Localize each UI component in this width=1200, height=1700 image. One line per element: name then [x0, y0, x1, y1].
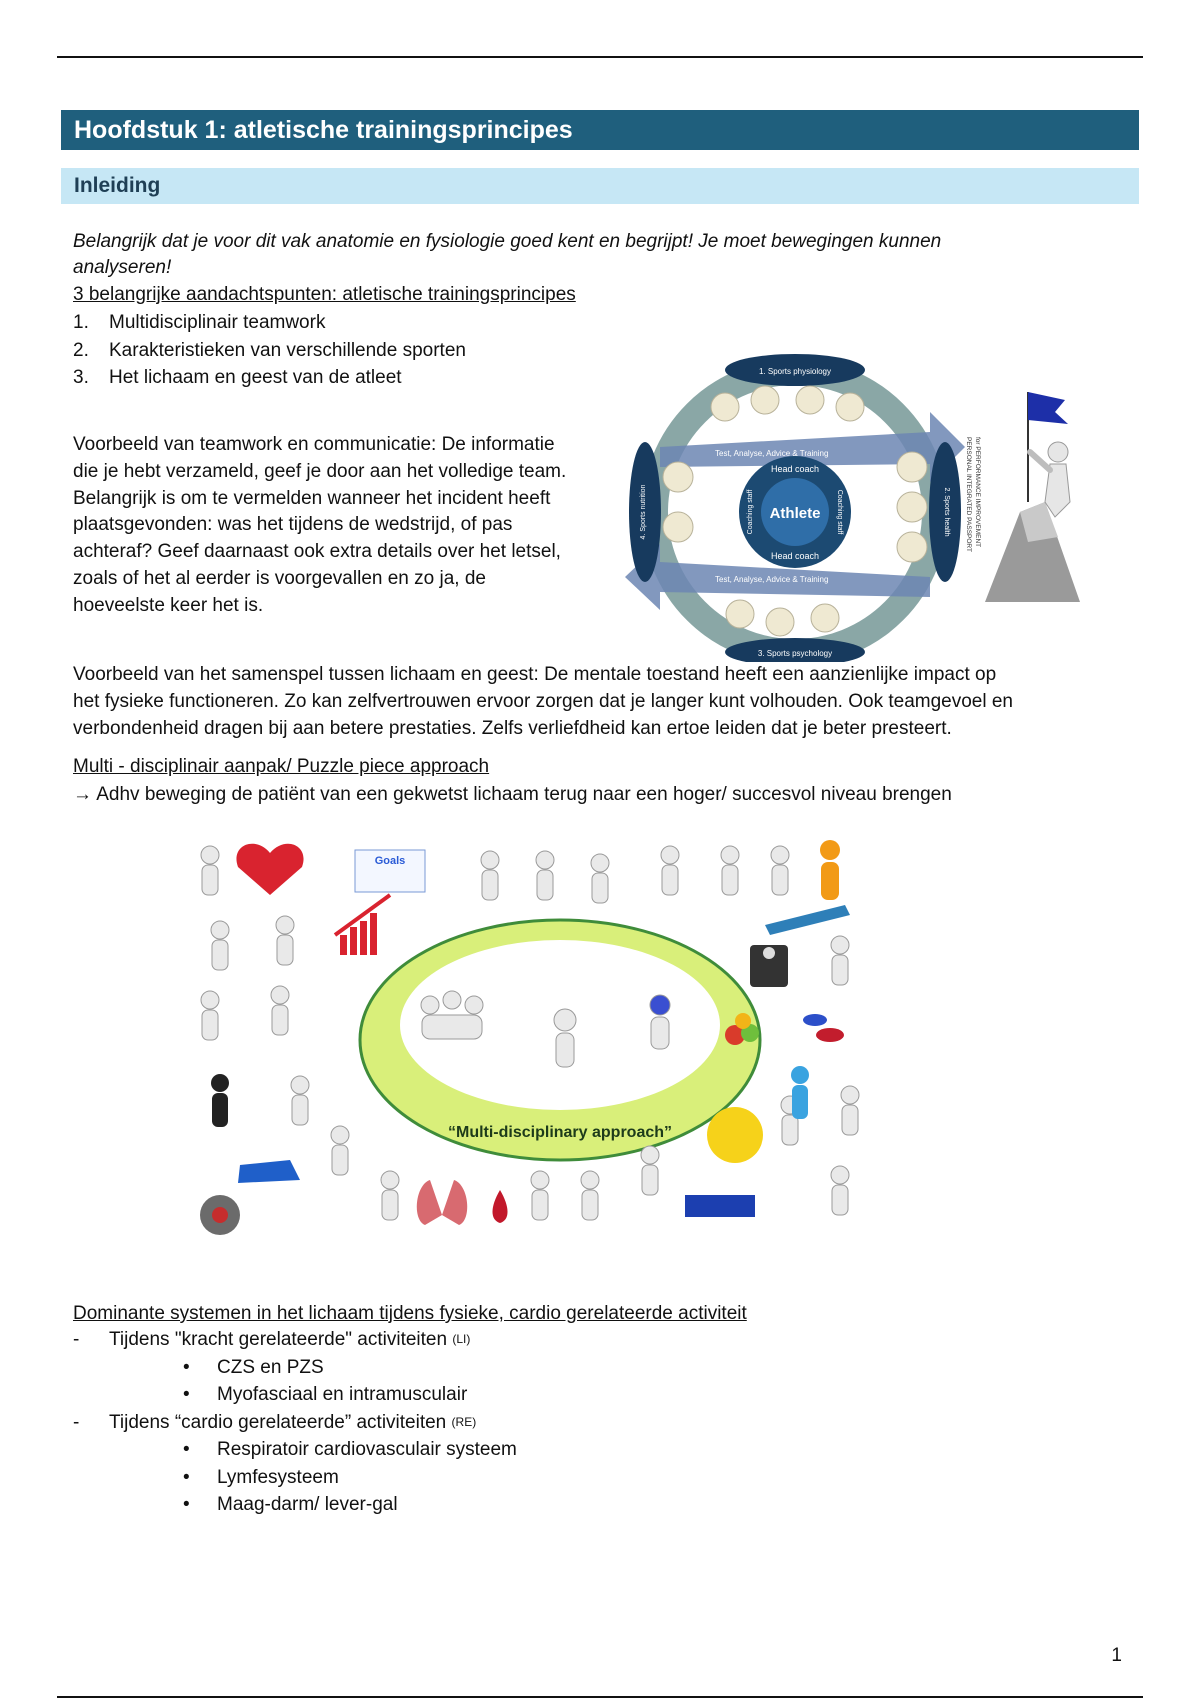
figure-head: [1048, 442, 1068, 462]
multidisciplinary-illustration: [190, 835, 930, 1255]
list-item: 1. Multidisciplinair teamwork: [73, 312, 326, 333]
bed-icon: [685, 1195, 755, 1217]
head-coach-bottom: Head coach: [770, 551, 820, 561]
bottom-domain-label: 3. Sports psychology: [757, 649, 833, 658]
arrow-top-text: Test, Analyse, Advice & Training: [715, 449, 829, 458]
list-item: • Maag-darm/ lever-gal: [183, 1494, 398, 1515]
intro-line-2: analyseren!: [73, 257, 172, 278]
list-item: - Tijdens “cardio gerelateerde” activiteiten (RE): [73, 1411, 477, 1433]
orange-figure: [820, 840, 840, 860]
section-title: Inleiding: [61, 168, 1139, 204]
shoe-icon: [238, 1160, 300, 1183]
intro-line-1: Belangrijk dat je voor dit vak anatomie en fysiologie goed kent en begrijpt! Je moet bewegingen kunnen: [73, 231, 942, 252]
list-item: • Respiratoir cardiovasculair systeem: [183, 1439, 517, 1460]
head-coach-top: Head coach: [770, 464, 820, 474]
goals-label: Goals: [374, 855, 406, 867]
right-domain-label: 2. Sports health: [943, 487, 950, 537]
multi-heading: Multi - disciplinair aanpak/ Puzzle piece approach: [73, 756, 490, 777]
lungs-icon: [417, 1180, 442, 1225]
points-heading: 3 belangrijke aandachtspunten: atletische trainingsprincipes: [73, 284, 576, 305]
list-item: • Myofasciaal en intramusculair: [183, 1384, 468, 1405]
list-item: 3. Het lichaam en geest van de atleet: [73, 367, 402, 388]
chapter-title: Hoofdstuk 1: atletische trainingsprincipes: [61, 110, 1139, 150]
list-item: 2. Karakteristieken van verschillende sporten: [73, 339, 466, 361]
multi-arrow-line: → Adhv beweging de patiënt van een gekwetst lichaam terug naar een hoger/ succesvol niveau brengen: [73, 784, 952, 805]
coaching-staff-left: Coaching staff: [747, 489, 754, 535]
top-domain-label: 1. Sports physiology: [758, 367, 832, 376]
left-domain-label: 4. Sports nutrition: [640, 484, 647, 540]
flag-icon: [1028, 392, 1068, 424]
passport-text-2: for PERFORMANCE IMPROVEMENT: [974, 437, 981, 548]
passport-text-1: PERSONAL INTEGRATED PASSPORT: [965, 437, 972, 552]
mind-body-line-3: verbondenheid dragen bij aan betere prestaties. Zelfs verliefdheid kan ertoe leiden dat je beter presteert.: [73, 718, 952, 739]
blood-drop-icon: [493, 1190, 508, 1223]
systems-heading: Dominante systemen in het lichaam tijdens fysieke, cardio gerelateerde activiteit: [73, 1303, 747, 1324]
dark-figure: [211, 1074, 229, 1092]
athlete-support-diagram: [600, 352, 1100, 662]
list-item: • CZS en PZS: [183, 1356, 324, 1378]
approach-label: “Multi-disciplinary approach”: [447, 1124, 673, 1141]
list-item: • Lymfesysteem: [183, 1466, 339, 1488]
diving-board-icon: [765, 905, 850, 935]
page-number: 1: [1111, 1645, 1122, 1666]
list-item: - Tijdens "kracht gerelateerde" activiteiten (LI): [73, 1329, 471, 1350]
emoji-icon: [707, 1107, 763, 1163]
teamwork-paragraph: Voorbeeld van teamwork en communicatie: De informatie die je hebt verzameld, geef je door aan het volledige team. Belangrijk is om te vermelden wanneer het incident heeft plaatsgevonden: was het tijdens de wedstrijd, of pas achteraf? Geef daarnaast ook extra details over het letsel, zoals of het al eerder is voorgevallen en zo ja, de hoeveelste keer het is.: [73, 434, 567, 616]
coaching-staff-right: Coaching staff: [836, 489, 843, 535]
mind-body-line-1: Voorbeeld van het samenspel tussen lichaam en geest: De mentale toestand heeft een aanzienlijke impact op: [73, 664, 997, 685]
arrow-bottom-text: Test, Analyse, Advice & Training: [715, 575, 829, 584]
pill-icon: [816, 1028, 844, 1042]
mind-body-line-2: het fysieke functioneren. Zo kan zelfvertrouwen ervoor zorgen dat je langer kunt volhouden. Ook teamgevoel en: [73, 691, 1013, 712]
systems-list: [73, 1326, 517, 1519]
numbered-list: [73, 309, 466, 392]
bottom-rule: [57, 1696, 1143, 1698]
top-rule: [57, 56, 1143, 58]
heart-icon: [236, 844, 303, 895]
athlete-label: Athlete: [769, 505, 821, 522]
blue-figure: [791, 1066, 809, 1084]
